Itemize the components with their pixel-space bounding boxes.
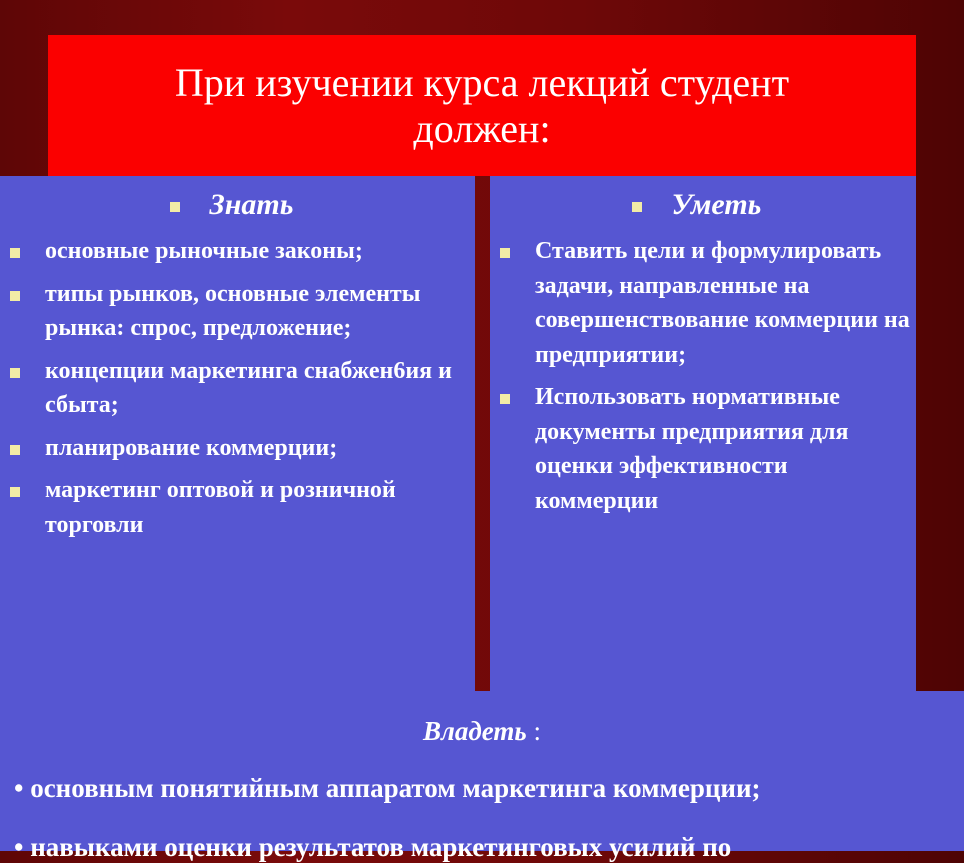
own-heading-row <box>0 716 964 747</box>
own-heading: Владеть <box>423 716 527 746</box>
can-heading-row <box>632 188 761 222</box>
square-bullet-icon <box>10 291 20 301</box>
list-item: маркетинг оптовой и розничной торговли <box>0 473 470 542</box>
square-bullet-icon <box>10 487 20 497</box>
can-list <box>490 234 910 518</box>
own-panel <box>0 691 964 851</box>
can-heading: Уметь <box>671 188 762 221</box>
square-bullet-icon <box>632 202 642 212</box>
page-title: При изучении курса лекций студент должен: <box>174 59 790 151</box>
square-bullet-icon <box>10 368 20 378</box>
list-item: Ставить цели и формулировать задачи, направленные на совершенствование коммерции на предприятии; <box>490 234 910 372</box>
list-item: основные рыночные законы; <box>0 234 470 269</box>
square-bullet-icon <box>500 248 510 258</box>
know-list <box>0 234 470 542</box>
list-item: концепции маркетинга снабжен6ия и сбыта; <box>0 354 470 423</box>
square-bullet-icon <box>10 248 20 258</box>
square-bullet-icon <box>500 394 510 404</box>
list-item: типы рынков, основные элементы рынка: спрос, предложение; <box>0 277 470 346</box>
know-heading-row <box>170 188 293 222</box>
square-bullet-icon <box>170 202 180 212</box>
title-banner <box>48 35 916 176</box>
own-item-2: • навыками оценки результатов маркетинговых усилий по <box>14 832 732 862</box>
own-heading-suffix: : <box>526 716 541 746</box>
list-item: планирование коммерции; <box>0 431 470 466</box>
square-bullet-icon <box>10 445 20 455</box>
know-heading: Знать <box>209 188 294 221</box>
list-item: Использовать нормативные документы предприятия для оценки эффективности коммерции <box>490 380 910 518</box>
own-item-1: • основным понятийным аппаратом маркетинга коммерции; <box>14 773 761 803</box>
